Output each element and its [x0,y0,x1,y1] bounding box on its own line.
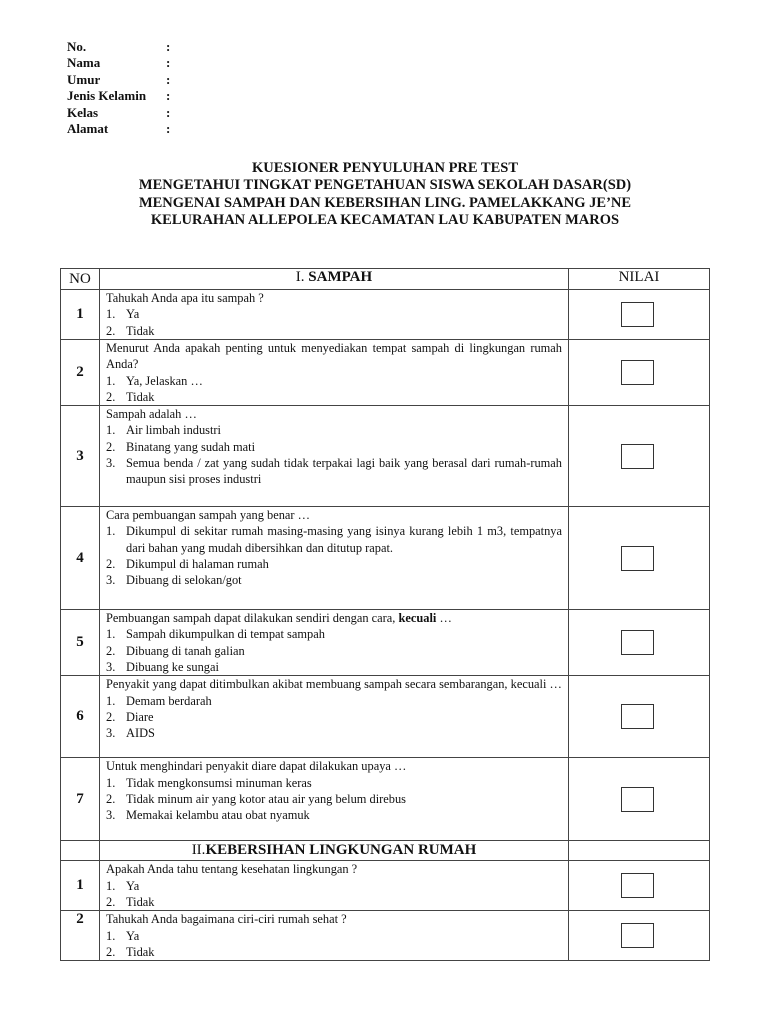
question-number: 6 [61,676,100,758]
score-input-box[interactable] [621,787,654,812]
identity-field-row [67,72,170,88]
answer-option [106,894,562,910]
answer-option [106,725,562,741]
question-text [106,911,562,927]
option-number: 1. [106,775,116,790]
option-text: Ya [126,928,140,943]
question-row [61,911,710,961]
option-text: Dibuang di tanah galian [126,643,245,658]
option-text: Tidak mengkonsumsi minuman keras [126,775,312,790]
question-row [61,507,710,610]
question-text-emphasis: kecuali [398,611,437,626]
empty-cell [61,841,100,861]
answer-option [106,323,562,339]
question-row [61,290,710,340]
score-cell [569,861,710,911]
score-cell [569,676,710,758]
option-number: 2. [106,323,116,338]
title-line: KELURAHAN ALLEPOLEA KECAMATAN LAU KABUPATEN MAROS [150,211,620,228]
option-text: Dibuang ke sungai [126,660,219,675]
option-number: 2. [106,894,116,909]
answer-option [106,439,562,455]
option-number: 2. [106,709,116,724]
section-header-row [61,841,710,861]
option-text: Dikumpul di sekitar rumah masing-masing yang isinya kurang lebih 1 m3, tempatnya dari bahan yang mudah dibersihkan dan ditutup rapat. [126,524,562,555]
option-text: Air limbah industri [126,423,221,438]
question-text [106,610,562,626]
question-text [106,340,562,373]
option-number: 2. [106,944,116,959]
score-input-box[interactable] [621,302,654,327]
score-input-box[interactable] [621,873,654,898]
column-header-nilai: NILAI [569,269,710,290]
question-text [106,406,562,422]
question-row [61,610,710,676]
option-text: Tidak minum air yang kotor atau air yang belum direbus [126,791,406,806]
score-input-box[interactable] [621,923,654,948]
option-number: 1. [106,693,116,708]
identity-field-colon: : [166,88,171,104]
answer-option [106,659,562,675]
option-text: Tidak [126,894,155,909]
option-number: 1. [106,878,116,893]
option-text: Ya [126,878,140,893]
option-number: 1. [106,524,116,539]
section-title [100,269,569,290]
identity-field-label: No. [67,39,87,54]
identity-field-colon: : [166,39,171,54]
answer-option [106,523,562,556]
answer-option [106,775,562,791]
identity-field-row [67,88,170,104]
option-text: Tidak [126,323,155,338]
title-line: KUESIONER PENYULUHAN PRE TEST [251,160,519,176]
answer-option [106,389,562,405]
answer-option [106,422,562,438]
score-input-box[interactable] [621,630,654,655]
option-number: 1. [106,423,116,438]
option-text: Demam berdarah [126,693,212,708]
title-line: MENGETAHUI TINGKAT PENGETAHUAN SISWA SEKOLAH DASAR(SD) [138,177,632,194]
identity-field-label: Umur [67,71,101,87]
option-number: 1. [106,307,116,322]
score-input-box[interactable] [621,444,654,469]
question-number: 7 [61,758,100,841]
option-text: Ya, Jelaskan … [126,373,203,388]
question-cell [100,290,569,340]
question-text [106,507,562,523]
empty-cell [569,841,710,861]
score-cell [569,911,710,961]
question-row [61,340,710,406]
answer-option [106,791,562,807]
question-number: 2 [61,911,100,961]
score-cell [569,610,710,676]
question-text-main: Sampah adalah … [106,407,197,422]
answer-option [106,572,562,588]
answer-option [106,928,562,944]
question-cell [100,676,569,758]
answer-option [106,807,562,823]
option-number: 3. [106,808,116,823]
question-cell [100,758,569,841]
column-header-no: NO [61,269,100,290]
identity-field-colon: : [166,104,171,120]
question-cell [100,507,569,610]
option-text: Binatang yang sudah mati [126,439,256,454]
question-text [106,861,562,877]
identity-field-colon: : [166,121,171,137]
option-number: 3. [106,573,116,588]
section-name: KEBERSIHAN LINGKUNGAN RUMAH [205,842,477,859]
questionnaire-table [60,268,710,961]
answer-option [106,643,562,659]
section-name: SAMPAH [308,269,373,285]
score-input-box[interactable] [621,704,654,729]
option-text: Diare [126,709,154,724]
answer-option [106,556,562,572]
option-number: 3. [106,726,116,741]
question-text [106,676,562,692]
option-text: Sampah dikumpulkan di tempat sampah [126,627,325,642]
identity-field-label: Jenis Kelamin [67,88,147,104]
question-text-main: Pembuangan sampah dapat dilakukan sendiri dengan cara, [106,611,399,626]
answer-option [106,373,562,389]
section-title [100,841,569,861]
question-text-main: Tahukah Anda apa itu sampah ? [106,291,264,305]
question-cell [100,610,569,676]
identity-fields [67,39,170,137]
question-number: 1 [61,861,100,911]
identity-field-colon: : [166,55,171,71]
score-cell [569,758,710,841]
question-text-main: Tahukah Anda bagaimana ciri-ciri rumah sehat ? [106,912,347,927]
option-number: 1. [106,928,116,943]
answer-option [106,878,562,894]
section-prefix: II. [191,842,206,859]
title-line: MENGENAI SAMPAH DAN KEBERSIHAN LING. PAMELAKKANG JE’NE [138,194,632,211]
question-cell [100,340,569,406]
question-text-main: Cara pembuangan sampah yang benar … [106,508,311,523]
score-cell [569,340,710,406]
option-number: 1. [106,373,116,388]
option-text: Semua benda / zat yang sudah tidak terpakai lagi baik yang berasal dari rumah-rumah maupun sisi proses industri [126,456,562,487]
answer-option [106,693,562,709]
option-number: 2. [106,643,116,658]
question-number: 2 [61,340,100,406]
identity-field-label: Nama [67,55,101,71]
option-number: 3. [106,456,116,471]
identity-field-row [67,121,170,137]
question-text [106,290,562,306]
option-number: 2. [106,439,116,454]
identity-field-label: Kelas [67,104,99,120]
question-text-suffix: … [436,611,452,626]
question-cell [100,861,569,911]
answer-option [106,709,562,725]
option-text: Tidak [126,944,155,959]
option-number: 2. [106,557,116,572]
question-number: 1 [61,290,100,340]
question-row [61,861,710,911]
score-cell [569,406,710,507]
option-number: 1. [106,627,116,642]
section-prefix: I. [295,269,305,285]
answer-option [106,455,562,488]
question-text-main: Penyakit yang dapat ditimbulkan akibat membuang sampah secara sembarangan, kecuali … [106,677,562,692]
question-text-main: Apakah Anda tahu tentang kesehatan lingkungan ? [106,862,358,877]
question-number: 3 [61,406,100,507]
option-text: Memakai kelambu atau obat nyamuk [126,808,310,823]
question-text-main: Menurut Anda apakah penting untuk menyediakan tempat sampah di lingkungan rumah Anda? [106,341,562,372]
option-number: 2. [106,791,116,806]
identity-field-colon: : [166,71,171,87]
table-header-row [61,269,710,290]
question-row [61,758,710,841]
question-text-main: Untuk menghindari penyakit diare dapat dilakukan upaya … [106,759,407,774]
questionnaire-title [0,160,768,229]
identity-field-row [67,105,170,121]
answer-option [106,626,562,642]
question-number: 4 [61,507,100,610]
option-text: AIDS [126,726,155,741]
identity-field-row [67,55,170,71]
option-text: Tidak [126,389,155,404]
question-text [106,758,562,774]
option-text: Dibuang di selokan/got [126,573,242,588]
question-cell [100,911,569,961]
question-cell [100,406,569,507]
answer-option [106,306,562,322]
identity-field-label: Alamat [67,121,109,137]
option-text: Dikumpul di halaman rumah [126,557,269,572]
score-cell [569,507,710,610]
identity-field-row [67,39,170,55]
option-number: 2. [106,389,116,404]
score-input-box[interactable] [621,360,654,385]
answer-option [106,944,562,960]
option-number: 3. [106,660,116,675]
question-number: 5 [61,610,100,676]
score-input-box[interactable] [621,546,654,571]
question-row [61,676,710,758]
score-cell [569,290,710,340]
question-row [61,406,710,507]
option-text: Ya [126,307,140,322]
